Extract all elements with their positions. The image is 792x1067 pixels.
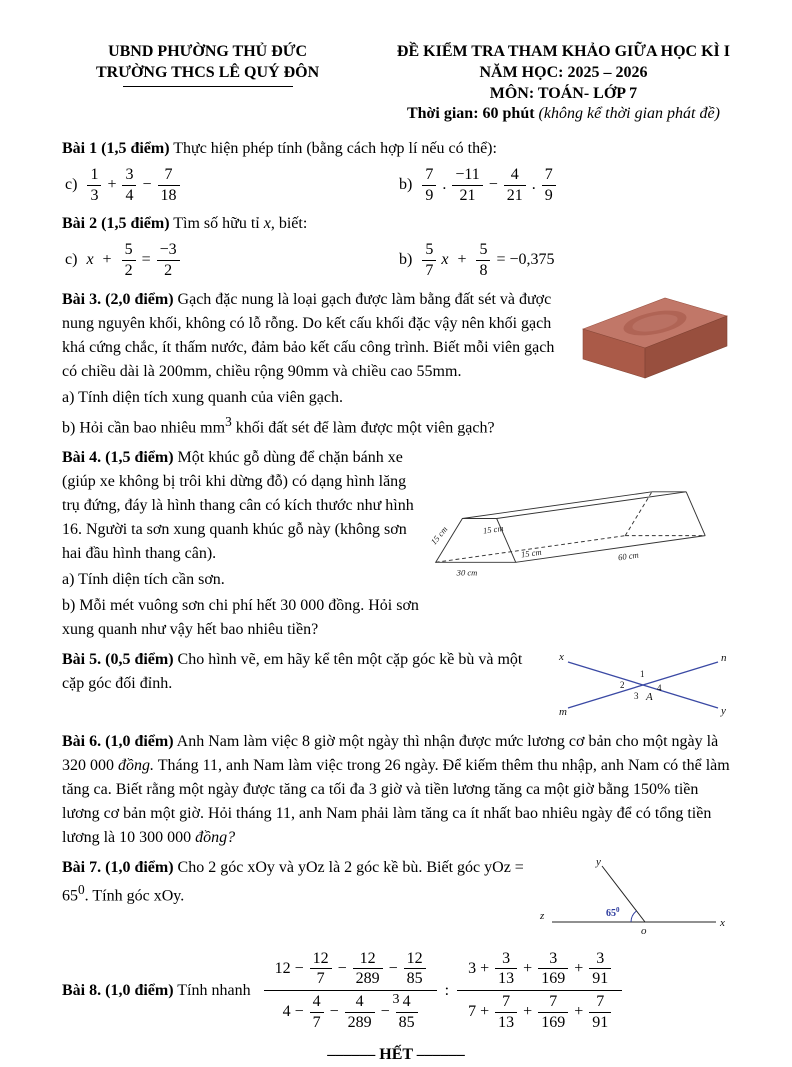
math-text: − [329, 1003, 339, 1021]
label-y: y [721, 704, 726, 717]
numerator: 12 [359, 949, 376, 967]
org-name: UBND PHƯỜNG THỦ ĐỨC [108, 43, 308, 60]
denominator: 169 [538, 968, 568, 988]
bai4-section [62, 446, 730, 642]
bai3-text: Gạch đặc nung là loại gạch được làm bằng đất sét và được nung nguyên khối, không có lỗ rỗng. Do kết cấu khối đặc vậy nên khối gạch khá cứng chắc, ít thấm nước, đảm bảo kết cấu công trình. Biết mỗi viên gạch có chiều dài là 200mm, chiều rộng 90mm và chiều cao 55mm. [62, 290, 555, 380]
angle-65-label [606, 906, 620, 919]
bai3-item-a: a) Tính diện tích xung quanh của viên gạch. [62, 388, 343, 406]
fraction [422, 241, 436, 279]
equation-1b [396, 166, 730, 204]
fraction [157, 241, 180, 279]
bai1-label: Bài 1 (1,5 điểm) [62, 140, 170, 158]
math-variable: x [441, 251, 449, 269]
denominator: 289 [353, 968, 383, 988]
bai3-item-b-text2: khối đất sét để làm được một viên gạch? [231, 418, 495, 436]
bai5-section [62, 648, 730, 724]
prism-label-depth: 15 cm [482, 522, 505, 536]
time-line [397, 104, 730, 125]
subject-grade: MÔN: TOÁN- LỚP 7 [489, 84, 638, 102]
numerator: 12 [406, 949, 423, 967]
fraction [310, 950, 332, 988]
time-bold: Thời gian: 60 phút [406, 105, 539, 123]
header [62, 42, 730, 125]
fraction [495, 950, 517, 988]
bai4-item-a: a) Tính diện tích cần sơn. [62, 570, 225, 588]
bai3-item-b [62, 412, 730, 440]
bai3-superscript: 3 [225, 413, 232, 429]
bai2-intro1: Tìm số hữu tỉ [169, 215, 264, 233]
bai1-equations [62, 166, 730, 204]
label-z: z [540, 909, 545, 922]
math-text: − [142, 176, 152, 194]
numerator: −11 [455, 166, 480, 184]
bai6-text2: Tháng 11, anh Nam làm việc trong 26 ngày. Để kiếm thêm thu nhập, anh Nam có thể làm tăng ca. Biết rằng một ngày được tăng ca tối đa 3 giờ và tiền lương tăng ca một giờ bằng 150% tiền lương cơ bản một giờ. Hỏi tháng 11, anh Nam phải làm tăng ca ít nhất bao nhiêu ngày để có tổng tiền lương là 10 300 000 [62, 756, 730, 846]
angle-2: 2 [620, 679, 625, 690]
numerator: 4 [402, 993, 411, 1011]
label-point-A: A [646, 690, 653, 703]
numerator: 3 [502, 949, 511, 967]
denominator: 85 [404, 968, 426, 988]
math-text: . [531, 176, 536, 194]
denominator: 169 [538, 1012, 568, 1032]
math-text: 3 + [468, 959, 490, 977]
label-y2: y [596, 855, 601, 868]
numerator: 7 [544, 166, 553, 184]
math-text: c) [65, 251, 82, 269]
denominator: 9 [542, 185, 556, 205]
equation-2b [396, 241, 730, 279]
bai4-text: Một khúc gỗ dùng để chặn bánh xe (giúp xe không bị trôi khi dừng đỗ) có dạng hình lăng trụ đứng, đáy là hình thang cân có kích thước như hình 16. Người ta sơn xung quanh khúc gỗ này (không sơn hai đầu hình thang cân). [62, 448, 414, 562]
fraction [504, 166, 526, 204]
bai8-label: Bài 8. (1,0 điểm) [62, 981, 174, 999]
math-text: : [444, 981, 450, 999]
math-text: 12 − [274, 959, 304, 977]
denominator: 9 [422, 185, 436, 205]
prism-bottom-right-edge [516, 536, 706, 563]
bai7-label: Bài 7. (1,0 điểm) [62, 858, 174, 876]
prism-back-right-edge [686, 492, 705, 536]
numerator: 7 [549, 993, 558, 1011]
exam-title: ĐỀ KIỂM TRA THAM KHẢO GIỮA HỌC KÌ I [396, 43, 730, 60]
denominator: 91 [589, 968, 611, 988]
label-m: m [559, 705, 567, 718]
bai5-label: Bài 5. (0,5 điểm) [62, 650, 174, 668]
math-variable: x [86, 251, 94, 269]
bai2-heading [62, 212, 730, 236]
numerator: 3 [125, 166, 134, 184]
denominator: 7 [310, 1012, 324, 1032]
math-text: − [380, 1003, 390, 1021]
prism-top-right-edge [497, 492, 687, 519]
bai3-item-b-text1: b) Hỏi cần bao nhiêu mm [62, 418, 226, 436]
numerator: 5 [124, 241, 133, 259]
school-block [96, 42, 319, 125]
bai6-currency1: đồng. [118, 756, 154, 774]
math-text: c) [65, 176, 82, 194]
bai7-superscript: 0 [78, 881, 85, 897]
angle-65-sup: 0 [616, 905, 620, 914]
big-numerator [457, 948, 622, 990]
big-numerator [264, 948, 437, 990]
bai5-text: Cho hình vẽ, em hãy kể tên một cặp góc kề bù và một cặp góc đối đỉnh. [62, 650, 523, 692]
math-text: + [574, 1003, 584, 1021]
numerator: 7 [164, 166, 173, 184]
denominator: 13 [495, 1012, 517, 1032]
page-number: 3 [392, 992, 400, 1007]
label-x: x [559, 650, 564, 663]
bai2-label: Bài 2 (1,5 điểm) [62, 215, 170, 233]
math-text: + [523, 959, 533, 977]
fraction [452, 166, 482, 204]
denominator: 289 [345, 1012, 375, 1032]
fraction [422, 166, 436, 204]
math-text: = −0,375 [496, 251, 555, 269]
denominator: 8 [476, 260, 490, 280]
bai6-label: Bài 6. (1,0 điểm) [62, 732, 174, 750]
bai6-paragraph [62, 730, 730, 850]
math-text: 4 − [282, 1003, 304, 1021]
math-text: b) [399, 251, 417, 269]
prism-top-left-edge [462, 492, 652, 519]
fraction [404, 950, 426, 988]
math-text: − [388, 959, 398, 977]
denominator: 7 [310, 968, 332, 988]
bai3-label: Bài 3. (2,0 điểm) [62, 290, 174, 308]
math-text: . [442, 176, 447, 194]
denominator: 13 [495, 968, 517, 988]
fraction [87, 166, 101, 204]
math-text: + [107, 176, 117, 194]
math-text: + [453, 251, 471, 269]
numerator: 4 [510, 166, 519, 184]
math-text: + [574, 959, 584, 977]
angle-1: 1 [640, 668, 645, 679]
fraction [353, 950, 383, 988]
numerator: 12 [312, 949, 329, 967]
bai8-intro: Tính nhanh [173, 981, 251, 999]
prism-label-length: 60 cm [617, 549, 640, 563]
school-year: NĂM HỌC: 2025 – 2026 [479, 63, 648, 81]
denominator: 91 [589, 1012, 611, 1032]
numerator: 4 [312, 993, 321, 1011]
prism-label-right-side: 15 cm [520, 546, 543, 560]
numerator: 7 [425, 166, 434, 184]
numerator: 4 [355, 993, 364, 1011]
fraction [589, 950, 611, 988]
bai1-intro: Thực hiện phép tính (bằng cách hợp lí nếu có thể): [169, 140, 497, 158]
brick-image [580, 288, 730, 380]
math-text: − [488, 176, 498, 194]
fraction [542, 166, 556, 204]
bai3-section [62, 288, 730, 440]
angle-3: 3 [634, 690, 639, 701]
bai6-currency2: đồng? [195, 828, 236, 846]
math-text: = [141, 251, 151, 269]
label-n: n [721, 651, 727, 664]
numerator: 7 [596, 993, 605, 1011]
denominator: 21 [452, 185, 482, 205]
school-name: TRƯỜNG THCS LÊ QUÝ ĐÔN [96, 63, 320, 81]
end-marker: –––––– HẾT –––––– [327, 1046, 465, 1064]
fraction [122, 166, 136, 204]
fraction [122, 241, 136, 279]
fraction [538, 950, 568, 988]
bai6-text1: Anh Nam làm việc 8 giờ một ngày thì nhận được mức lương cơ bản cho một ngày là 320 000 [62, 732, 719, 774]
angle-arc [631, 911, 637, 922]
denominator: 2 [157, 260, 180, 280]
math-text: + [98, 251, 116, 269]
exam-title-block [397, 42, 730, 125]
numerator: 5 [425, 241, 434, 259]
label-o: o [641, 924, 647, 937]
bai4-item-b: b) Mỗi mét vuông sơn chi phí hết 30 000 đồng. Hỏi sơn xung quanh như vậy hết bao nhiêu tiền? [62, 596, 419, 638]
numerator: 3 [549, 949, 558, 967]
denominator: 85 [396, 1012, 418, 1032]
numerator: 5 [479, 241, 488, 259]
bai4-label: Bài 4. (1,5 điểm) [62, 448, 174, 466]
bai7-text2: . Tính góc xOy. [84, 887, 185, 905]
bai6-section [62, 730, 730, 850]
prism-front-face [436, 518, 516, 562]
wood-prism-figure [430, 446, 730, 591]
numerator: 7 [502, 993, 511, 1011]
denominator: 4 [122, 185, 136, 205]
bai2-intro2: , biết: [270, 215, 308, 233]
header-underline [123, 86, 293, 87]
equation-2c [62, 241, 396, 279]
prism-label-left-side: 15 cm [428, 524, 450, 547]
denominator: 7 [422, 260, 436, 280]
numerator: −3 [159, 241, 177, 259]
numerator: 3 [596, 949, 605, 967]
intersecting-lines-figure [558, 648, 730, 720]
angle-4: 4 [657, 682, 662, 693]
math-text: b) [399, 176, 417, 194]
denominator: 3 [87, 185, 101, 205]
bai2-variable: x [263, 215, 271, 233]
time-note: (không kể thời gian phát đề) [538, 105, 720, 123]
angle-figure [538, 856, 730, 936]
label-x2: x [720, 916, 725, 929]
denominator: 21 [504, 185, 526, 205]
bai7-section [62, 856, 730, 940]
denominator: 18 [158, 185, 180, 205]
bai2-equations [62, 241, 730, 279]
math-text: + [523, 1003, 533, 1021]
bai1-section [62, 137, 730, 204]
fraction [158, 166, 180, 204]
bai1-heading [62, 137, 730, 161]
math-text: − [337, 959, 347, 977]
fraction [476, 241, 490, 279]
denominator: 2 [122, 260, 136, 280]
equation-1c [62, 166, 396, 204]
numerator: 1 [90, 166, 99, 184]
bai2-section [62, 212, 730, 279]
bai7-text1: Cho 2 góc xOy và yOz là 2 góc kề bù. Biết góc yOz = 65 [62, 858, 524, 905]
prism-label-bottom-front: 30 cm [456, 567, 478, 578]
math-text: 7 + [468, 1003, 490, 1021]
angle-65-value: 65 [606, 907, 616, 919]
